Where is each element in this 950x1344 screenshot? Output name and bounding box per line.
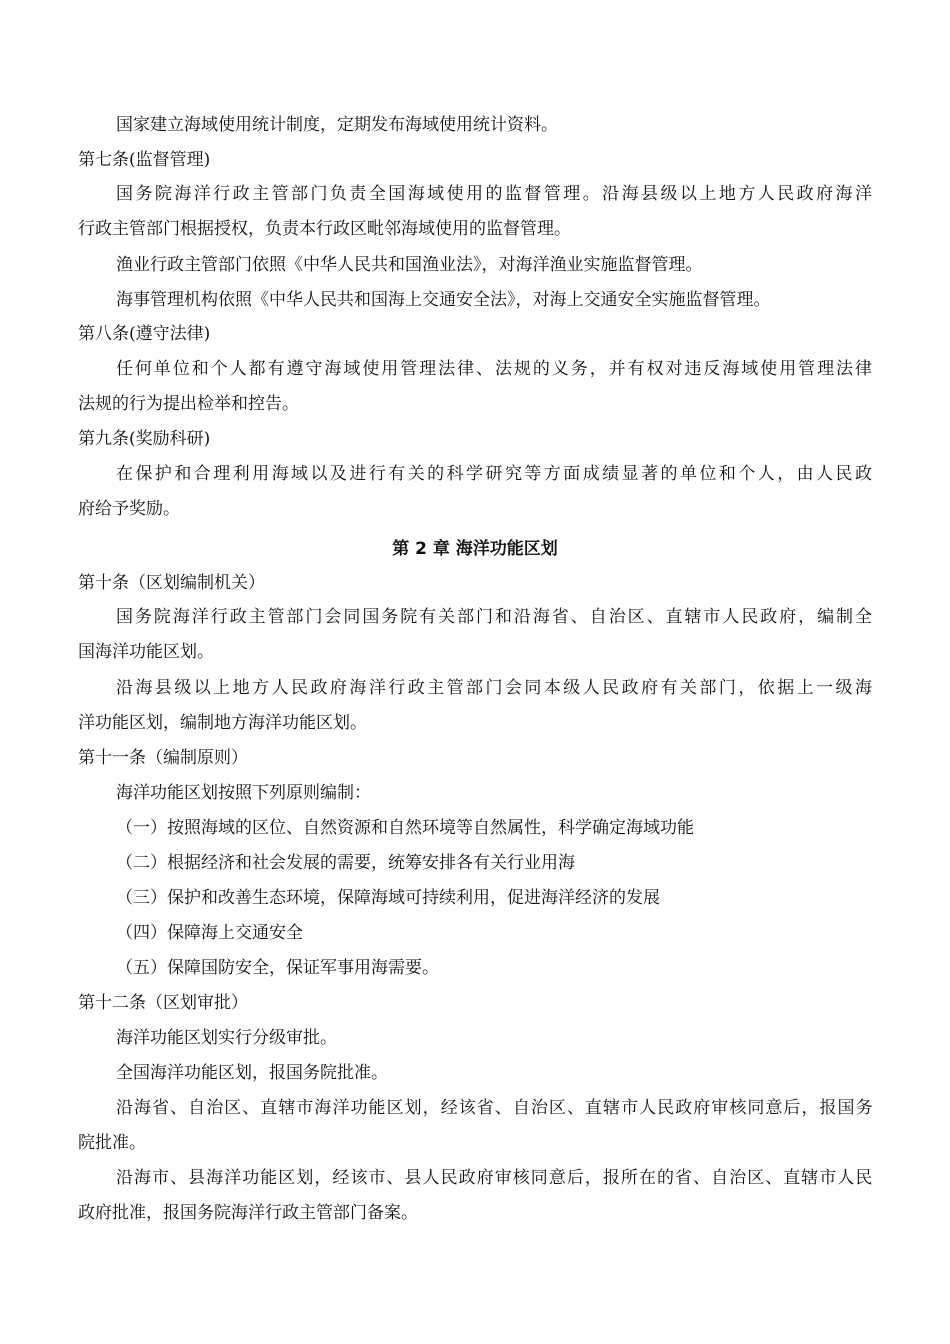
paragraph-line: 行政主管部门根据授权，负责本行政区毗邻海域使用的监督管理。 xyxy=(78,219,571,239)
paragraph-line: 海洋功能区划实行分级审批。 xyxy=(116,1028,337,1048)
paragraph-line: 全国海洋功能区划，报国务院批准。 xyxy=(116,1063,388,1083)
paragraph-line: 国务院海洋行政主管部门负责全国海域使用的监督管理。沿海县级以上地方人民政府海洋 xyxy=(116,184,872,204)
paragraph-line: 沿海县级以上地方人民政府海洋行政主管部门会同本级人民政府有关部门，依据上一级海 xyxy=(116,678,872,698)
paragraph-line: 海洋功能区划按照下列原则编制： xyxy=(116,783,371,803)
list-item: （三）保护和改善生态环境，保障海域可持续利用，促进海洋经济的发展 xyxy=(116,888,660,908)
paragraph-line: 国家建立海域使用统计制度，定期发布海域使用统计资料。 xyxy=(116,115,558,135)
article-heading: 第十二条（区划审批） xyxy=(78,993,248,1013)
paragraph-line: 沿海市、县海洋功能区划，经该市、县人民政府审核同意后，报所在的省、自治区、直辖市人民 xyxy=(116,1168,872,1188)
paragraph-line: 海事管理机构依照《中华人民共和国海上交通安全法》，对海上交通安全实施监督管理。 xyxy=(116,290,771,310)
list-item: （一）按照海域的区位、自然资源和自然环境等自然属性，科学确定海域功能 xyxy=(116,818,694,838)
chapter-title: 第 2 章 海洋功能区划 xyxy=(392,539,558,559)
paragraph-line: 沿海省、自治区、直辖市海洋功能区划，经该省、自治区、直辖市人民政府审核同意后，报国务 xyxy=(116,1098,872,1118)
article-heading: 第八条(遵守法律) xyxy=(78,324,211,344)
paragraph-line: 政府批准，报国务院海洋行政主管部门备案。 xyxy=(78,1203,418,1223)
paragraph-line: 法规的行为提出检举和控告。 xyxy=(78,394,299,414)
article-heading: 第十条（区划编制机关） xyxy=(78,573,265,593)
paragraph-line: 府给予奖励。 xyxy=(78,499,180,519)
paragraph-line: 国海洋功能区划。 xyxy=(78,642,214,662)
paragraph-line: 国务院海洋行政主管部门会同国务院有关部门和沿海省、自治区、直辖市人民政府，编制全 xyxy=(116,607,872,627)
paragraph-line: 在保护和合理利用海域以及进行有关的科学研究等方面成绩显著的单位和个人，由人民政 xyxy=(116,464,872,484)
paragraph-line: 洋功能区划，编制地方海洋功能区划。 xyxy=(78,713,367,733)
list-item: （二）根据经济和社会发展的需要，统筹安排各有关行业用海 xyxy=(116,853,575,873)
paragraph-line: 任何单位和个人都有遵守海域使用管理法律、法规的义务，并有权对违反海域使用管理法律 xyxy=(116,359,872,379)
paragraph-line: 渔业行政主管部门依照《中华人民共和国渔业法》，对海洋渔业实施监督管理。 xyxy=(116,255,703,275)
article-heading: 第九条(奖励科研) xyxy=(78,429,211,449)
article-heading: 第七条(监督管理) xyxy=(78,150,211,170)
article-heading: 第十一条（编制原则） xyxy=(78,748,248,768)
paragraph-line: 院批准。 xyxy=(78,1133,146,1153)
list-item: （五）保障国防安全，保证军事用海需要。 xyxy=(116,958,439,978)
list-item: （四）保障海上交通安全 xyxy=(116,923,303,943)
